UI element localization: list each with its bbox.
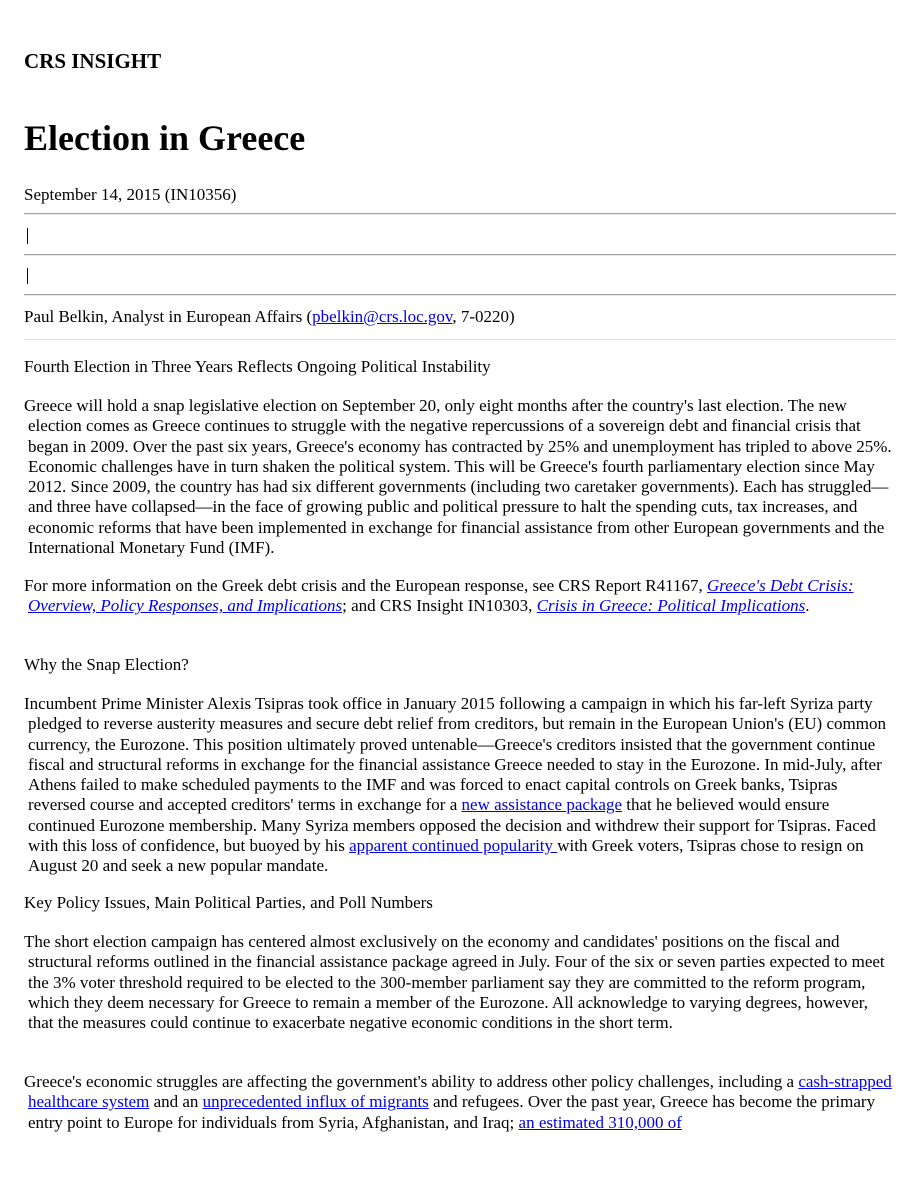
text-run: and refugees. Over the past year, Greece has become the primary entry point to Europe for individuals from Syria, Afghanistan, and Iraq; [28, 1092, 876, 1132]
section-1 [24, 357, 896, 377]
publication-date: September 14, 2015 (IN10356) [24, 185, 237, 204]
insight-link-crisis-in-greece[interactable]: Crisis in Greece: Political Implications [536, 596, 806, 616]
page-title: Election in Greece [24, 118, 306, 158]
series-label: CRS INSIGHT [24, 49, 162, 73]
empty-link-1[interactable] [24, 228, 28, 247]
paragraph-text: Greece will hold a snap legislative election on September 20, only eight months after the country's last election. The new election comes as Greece continues to struggle with the negative repercussions of a sovereign debt and financial crisis that began in 2009. Over the past six years, Greece's economy has contracted by 25% and unemployment has tripled to above 25%. Economic challenges have in turn shaken the political system. This will be Greece's fourth parliamentary election since May 2012. Since 2009, the country has had six different governments (including two caretaker governments). Each has struggled—and three have collapsed—in the face of growing public and political pressure to halt the spending cuts, tax increases, and economic reforms that have been implemented in exchange for financial assistance from other European governments and the International Monetary Fund (IMF). [24, 396, 892, 558]
text-run: For more information on the Greek debt crisis and the European response, see CRS Report R41167, [24, 576, 708, 595]
paragraph-2 [24, 576, 896, 617]
section-heading-instability: Fourth Election in Three Years Reflects Ongoing Political Instability [24, 357, 491, 376]
author-line [24, 307, 515, 327]
section-heading-key-issues: Key Policy Issues, Main Political Parties, and Poll Numbers [24, 893, 433, 912]
paragraph-3 [24, 694, 896, 877]
paragraph-4 [24, 932, 896, 1033]
section-heading-snap-election: Why the Snap Election? [24, 655, 189, 674]
divider [24, 213, 896, 215]
paragraph-text [24, 576, 896, 617]
text-run: ; and CRS Insight IN10303, [342, 596, 537, 616]
author-email-link[interactable]: pbelkin@crs.loc.gov [312, 307, 453, 326]
paragraph-text [24, 694, 896, 877]
text-run: that he believed would ensure continued Eurozone membership. Many Syriza members opposed the decision and withdrew their support for Tsipras. Faced with this loss of confidence, but buoyed by his [28, 795, 876, 856]
influx-of-migrants-link[interactable]: unprecedented influx of migrants [202, 1092, 429, 1112]
paragraph-5 [24, 1072, 896, 1133]
link-cursor-bar [27, 228, 28, 244]
paragraph-text [24, 1072, 896, 1133]
report-link-greece-debt-crisis[interactable]: Greece's Debt Crisis: Overview, Policy Responses, and Implications [28, 576, 854, 616]
text-run: Greece's economic struggles are affecting the government's ability to address other policy challenges, including a [24, 1072, 799, 1091]
healthcare-system-link[interactable]: cash-strapped healthcare system [28, 1072, 892, 1112]
text-run: . [805, 596, 810, 616]
new-assistance-package-link[interactable]: new assistance package [461, 795, 623, 815]
section-2 [24, 655, 896, 675]
text-run: with Greek voters, Tsipras chose to resign on August 20 and seek a new popular mandate. [28, 836, 864, 876]
empty-link-2[interactable] [24, 268, 28, 287]
text-run: and an [149, 1092, 203, 1112]
author-prefix: Paul Belkin, Analyst in European Affairs ( [24, 307, 313, 326]
paragraph-text: The short election campaign has centered almost exclusively on the economy and candidates' positions on the fiscal and structural reforms outlined in the financial assistance package agreed in July. Four of the six or seven parties expected to meet the 3% voter threshold required to be elected to the 300-member parliament say they are committed to the reform program, which they deem necessary for Greece to remain a member of the Eurozone. All acknowledge to varying degrees, however, that the measures could continue to exacerbate negative economic conditions in the short term. [24, 932, 885, 1033]
text-run: Incumbent Prime Minister Alexis Tsipras took office in January 2015 following a campaign in which his far-left Syriza party pledged to reverse austerity measures and secure debt relief from creditors, but remain in the European Union's (EU) common currency, the Eurozone. This position ultimately proved untenable—Greece's creditors insisted that the government continue fiscal and structural reforms in exchange for the financial assistance Greece needed to stay in the Eurozone. In mid-July, after Athens failed to make scheduled payments to the IMF and was forced to enact capital controls on Greek banks, Tsipras reversed course and accepted creditors' terms in exchange for a [24, 694, 886, 815]
divider [24, 254, 896, 256]
link-cursor-bar [27, 268, 28, 284]
estimated-migrants-link[interactable]: an estimated 310,000 of [518, 1112, 682, 1132]
section-3 [24, 893, 896, 913]
divider [24, 294, 896, 296]
author-suffix: , 7-0220) [452, 307, 515, 326]
apparent-popularity-link[interactable]: apparent continued popularity [349, 836, 558, 856]
paragraph-1 [24, 396, 896, 558]
divider [24, 339, 896, 340]
